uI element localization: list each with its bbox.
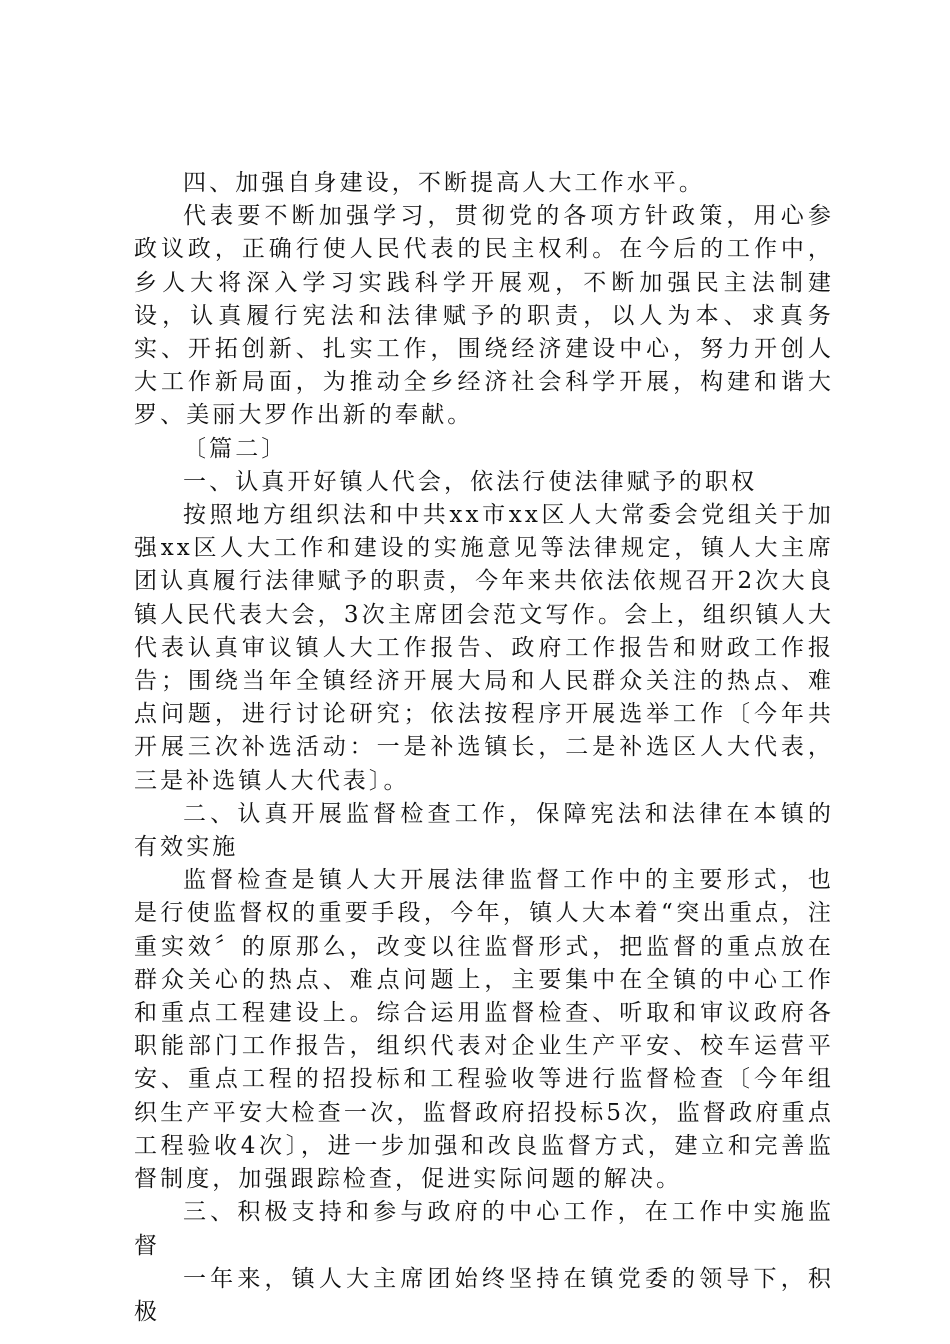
section-heading-3: 三、积极支持和参与政府的中心工作，在工作中实施监督 <box>134 1199 834 1259</box>
section-heading-2: 二、认真开展监督检查工作，保障宪法和法律在本镇的有效实施 <box>134 800 834 861</box>
section-heading-4: 四、加强自身建设，不断提高人大工作水平。 <box>183 170 705 196</box>
section-heading-1: 一、认真开好镇人代会，依法行使法律赋予的职权 <box>183 468 758 495</box>
document-body <box>134 167 834 1329</box>
part-title: 〔篇二〕 <box>183 435 288 462</box>
body-paragraph: 代表要不断加强学习，贯彻党的各项方针政策，用心参政议政，正确行使人民代表的民主权利。在今后的工作中，乡人大将深入学习实践科学开展观，不断加强民主法制建设，认真履行宪法和法律赋予的职责，以人为本、求真务实、开拓创新、扎实工作，围绕经济建设中心，努力开创人大工作新局面，为推动全乡经济社会科学开展，构建和谐大罗、美丽大罗作出新的奉献。 <box>134 203 834 429</box>
body-paragraph: 按照地方组织法和中共xx市xx区人大常委会党组关于加强xx区人大工作和建设的实施意见等法律规定，镇人大主席团认真履行法律赋予的职责，今年来共依法依规召开2次大良镇人民代表大会，3次主席团会范文写作。会上，组织镇人大代表认真审议镇人大工作报告、政府工作报告和财政工作报告；围绕当年全镇经济开展大局和人民群众关注的热点、难点问题，进行讨论研究；依法按程序开展选举工作〔今年共开展三次补选活动：一是补选镇长，二是补选区人大代表，三是补选镇人大代表〕。 <box>134 502 834 794</box>
body-paragraph: 监督检查是镇人大开展法律监督工作中的主要形式，也是行使监督权的重要手段，今年，镇人大本着“突出重点，注重实效〞的原那么，改变以往监督形式，把监督的重点放在群众关心的热点、难点问题上，主要集中在全镇的中心工作和重点工程建设上。综合运用监督检查、听取和审议政府各职能部门工作报告，组织代表对企业生产平安、校车运营平安、重点工程的招投标和工程验收等进行监督检查〔今年组织生产平安大检查一次，监督政府招投标5次，监督政府重点工程验收4次〕，进一步加强和改良监督方式，建立和完善监督制度，加强跟踪检查，促进实际问题的解决。 <box>134 867 834 1193</box>
body-paragraph: 一年来，镇人大主席团始终坚持在镇党委的领导下，积极 <box>134 1265 834 1325</box>
